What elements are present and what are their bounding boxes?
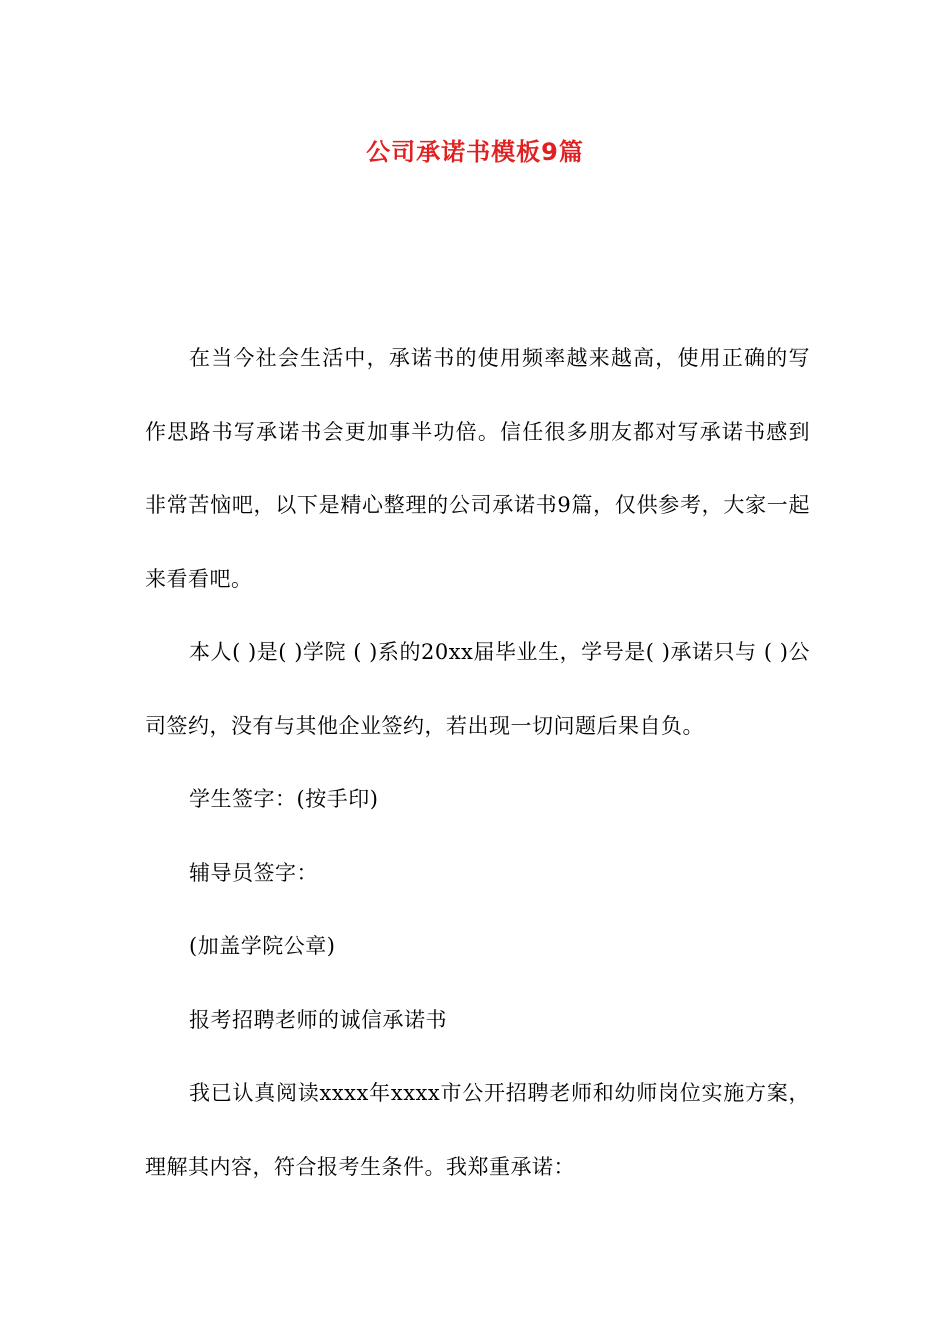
document-body	[145, 322, 810, 1204]
paragraph-intro: 在当今社会生活中，承诺书的使用频率越来越高，使用正确的写作思路书写承诺书会更加事半功倍。信任很多朋友都对写承诺书感到非常苦恼吧，以下是精心整理的公司承诺书9篇，仅供参考，大家一起来看看吧。	[145, 346, 810, 591]
paragraph-student-commitment: 本人( )是( )学院 ( )系的20xx届毕业生，学号是( )承诺只与 ( )公司签约，没有与其他企业签约，若出现一切问题后果自负。	[145, 640, 810, 738]
paragraph-section-heading: 报考招聘老师的诚信承诺书	[189, 1007, 447, 1032]
paragraph-student-signature: 学生签字：(按手印)	[189, 787, 379, 811]
paragraph-college-seal: (加盖学院公章)	[189, 934, 336, 958]
paragraph-teacher-commitment: 我已认真阅读xxxx年xxxx市公开招聘老师和幼师岗位实施方案，理解其内容，符合报考生条件。我郑重承诺：	[145, 1081, 810, 1179]
paragraph-counselor-signature: 辅导员签字：	[189, 860, 318, 885]
document-title: 公司承诺书模板9篇	[366, 138, 584, 166]
